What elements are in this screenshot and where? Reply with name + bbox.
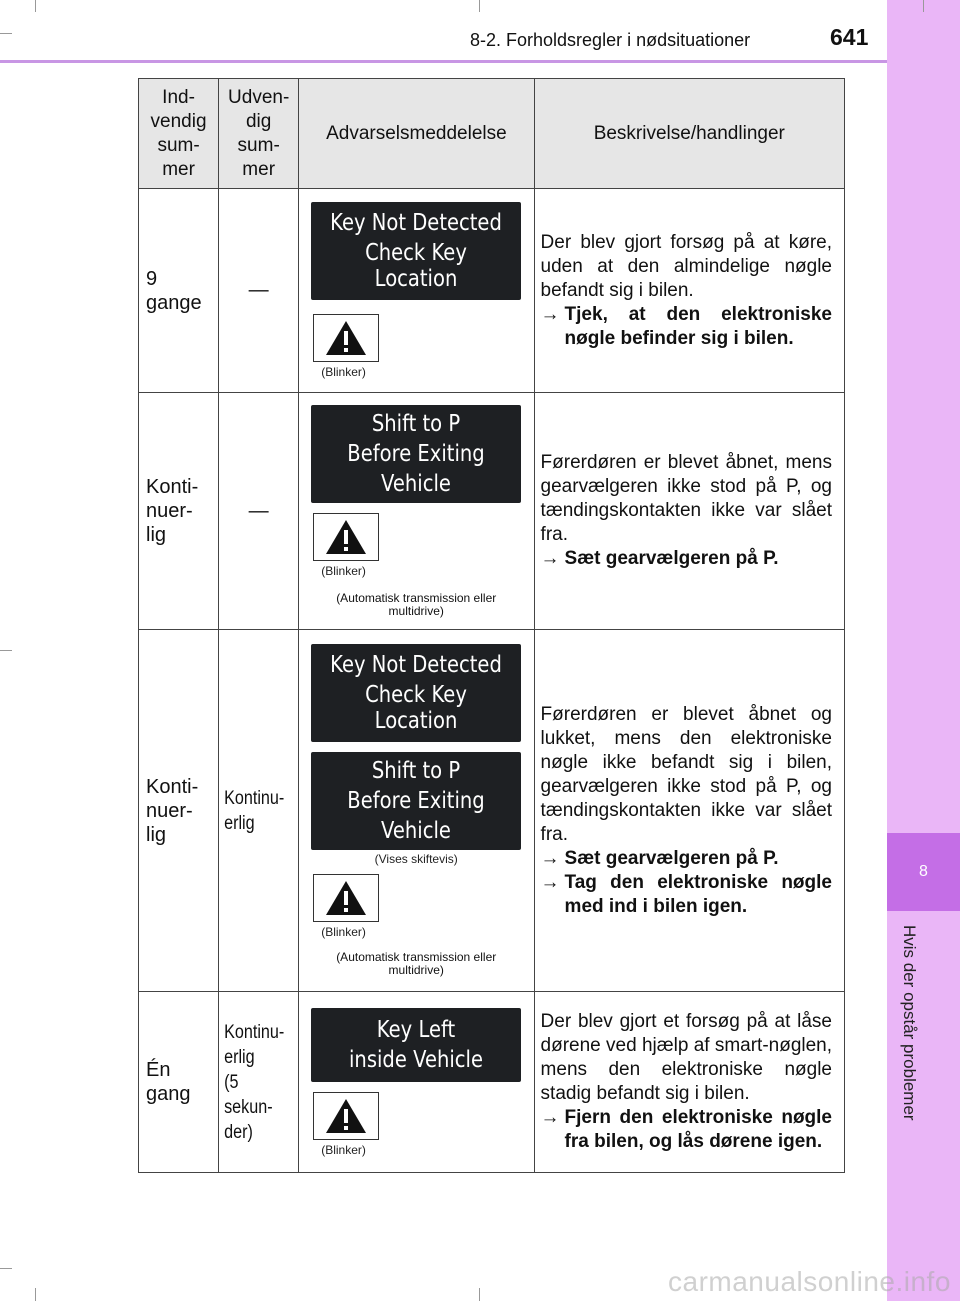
side-chapter-label: Hvis der opstår problemer	[900, 925, 919, 1121]
blink-caption: (Blinker)	[321, 365, 366, 379]
crop-mark	[923, 0, 924, 12]
alternating-caption: (Vises skiftevis)	[374, 852, 458, 866]
internal-buzzer-cell: Én gang	[139, 992, 219, 1173]
transmission-note: (Automatisk transmission eller multidrive)	[336, 950, 497, 977]
header-warning-message: Advarselsmeddelelse	[299, 79, 534, 189]
warning-triangle-icon	[313, 1092, 379, 1140]
blink-caption: (Blinker)	[321, 925, 366, 939]
display-shift-to-p: Shift to P Before Exiting Vehicle	[311, 752, 521, 850]
blink-caption: (Blinker)	[321, 1142, 366, 1157]
internal-buzzer-cell: Konti- nuer- lig	[139, 393, 219, 630]
transmission-note: (Automatisk transmission eller multidrive)	[336, 590, 497, 618]
internal-buzzer-cell: 9 gange	[139, 189, 219, 393]
external-buzzer-cell: Kontinu- erlig (5 sekun- der)	[219, 992, 299, 1173]
arrow-icon: →	[540, 847, 560, 869]
internal-buzzer-cell: Konti- nuer- lig	[139, 630, 219, 992]
table-header-row	[139, 79, 845, 189]
description-cell: Førerdøren er blevet åbnet, mens gearvælgeren ikke stod på P, og tændingskontakten ikke var slået fra. → Sæt gearvælgeren på P.	[534, 393, 844, 630]
arrow-icon: →	[540, 871, 560, 893]
display-key-not-detected: Key Not Detected Check Key Location	[311, 644, 521, 742]
watermark: carmanualsonline.info	[668, 1266, 951, 1297]
arrow-icon: →	[540, 1107, 560, 1128]
header-internal-buzzer: Ind- vendig sum- mer	[139, 79, 219, 189]
crop-mark	[0, 1268, 12, 1269]
arrow-icon: →	[540, 303, 560, 325]
warning-message-table	[138, 78, 845, 1173]
crop-mark	[479, 0, 480, 12]
display-key-left-inside: Key Left inside Vehicle	[311, 1008, 521, 1082]
warning-message-cell	[299, 992, 534, 1173]
arrow-icon: →	[540, 548, 560, 569]
crop-mark	[0, 33, 12, 34]
side-chapter-number: 8	[887, 833, 960, 911]
crop-mark	[0, 650, 12, 651]
external-buzzer-cell: —	[219, 393, 299, 630]
table-row	[139, 189, 845, 393]
display-shift-to-p: Shift to P Before Exiting Vehicle	[311, 405, 521, 503]
description-cell: Der blev gjort et forsøg på at låse dørene ved hjælp af smart-nøglen, mens den elektroniske nøgle stadig befandt sig i bilen. → Fjern den elektroniske nøgle fra bilen, og lås dørene igen.	[534, 992, 844, 1173]
external-buzzer-cell: —	[219, 189, 299, 393]
crop-mark	[35, 0, 36, 12]
blink-caption: (Blinker)	[321, 563, 366, 578]
header-external-buzzer: Udven- dig sum- mer	[219, 79, 299, 189]
warning-triangle-icon	[313, 874, 379, 922]
table-row	[139, 630, 845, 992]
display-key-not-detected: Key Not Detected Check Key Location	[311, 202, 521, 300]
external-buzzer-cell: Kontinu- erlig	[219, 630, 299, 992]
warning-triangle-icon	[313, 513, 379, 561]
warning-message-cell	[299, 630, 534, 992]
description-cell: Der blev gjort forsøg på at køre, uden at den almindelige nøgle befandt sig i bilen. → Tjek, at den elektroniske nøgle befinder sig i bilen.	[534, 189, 844, 393]
table-row	[139, 992, 845, 1173]
warning-message-cell	[299, 393, 534, 630]
header-description: Beskrivelse/handlinger	[534, 79, 844, 189]
crop-mark	[479, 1288, 480, 1301]
crop-mark	[35, 1288, 36, 1301]
table-row	[139, 393, 845, 630]
warning-triangle-icon	[313, 314, 379, 362]
header-rule	[0, 60, 887, 63]
warning-message-cell	[299, 189, 534, 393]
page-number: 641	[830, 24, 869, 50]
description-cell: Førerdøren er blevet åbnet og lukket, mens den elektroniske nøgle ikke befandt sig i bilen, gearvælgeren ikke stod på P, og tændingskontakten ikke var slået fra. → Sæt gearvælgeren på P. → Tag den elektroniske nøgle med ind i bilen igen.	[534, 630, 844, 992]
header-title: 8-2. Forholdsregler i nødsituationer	[470, 30, 751, 50]
